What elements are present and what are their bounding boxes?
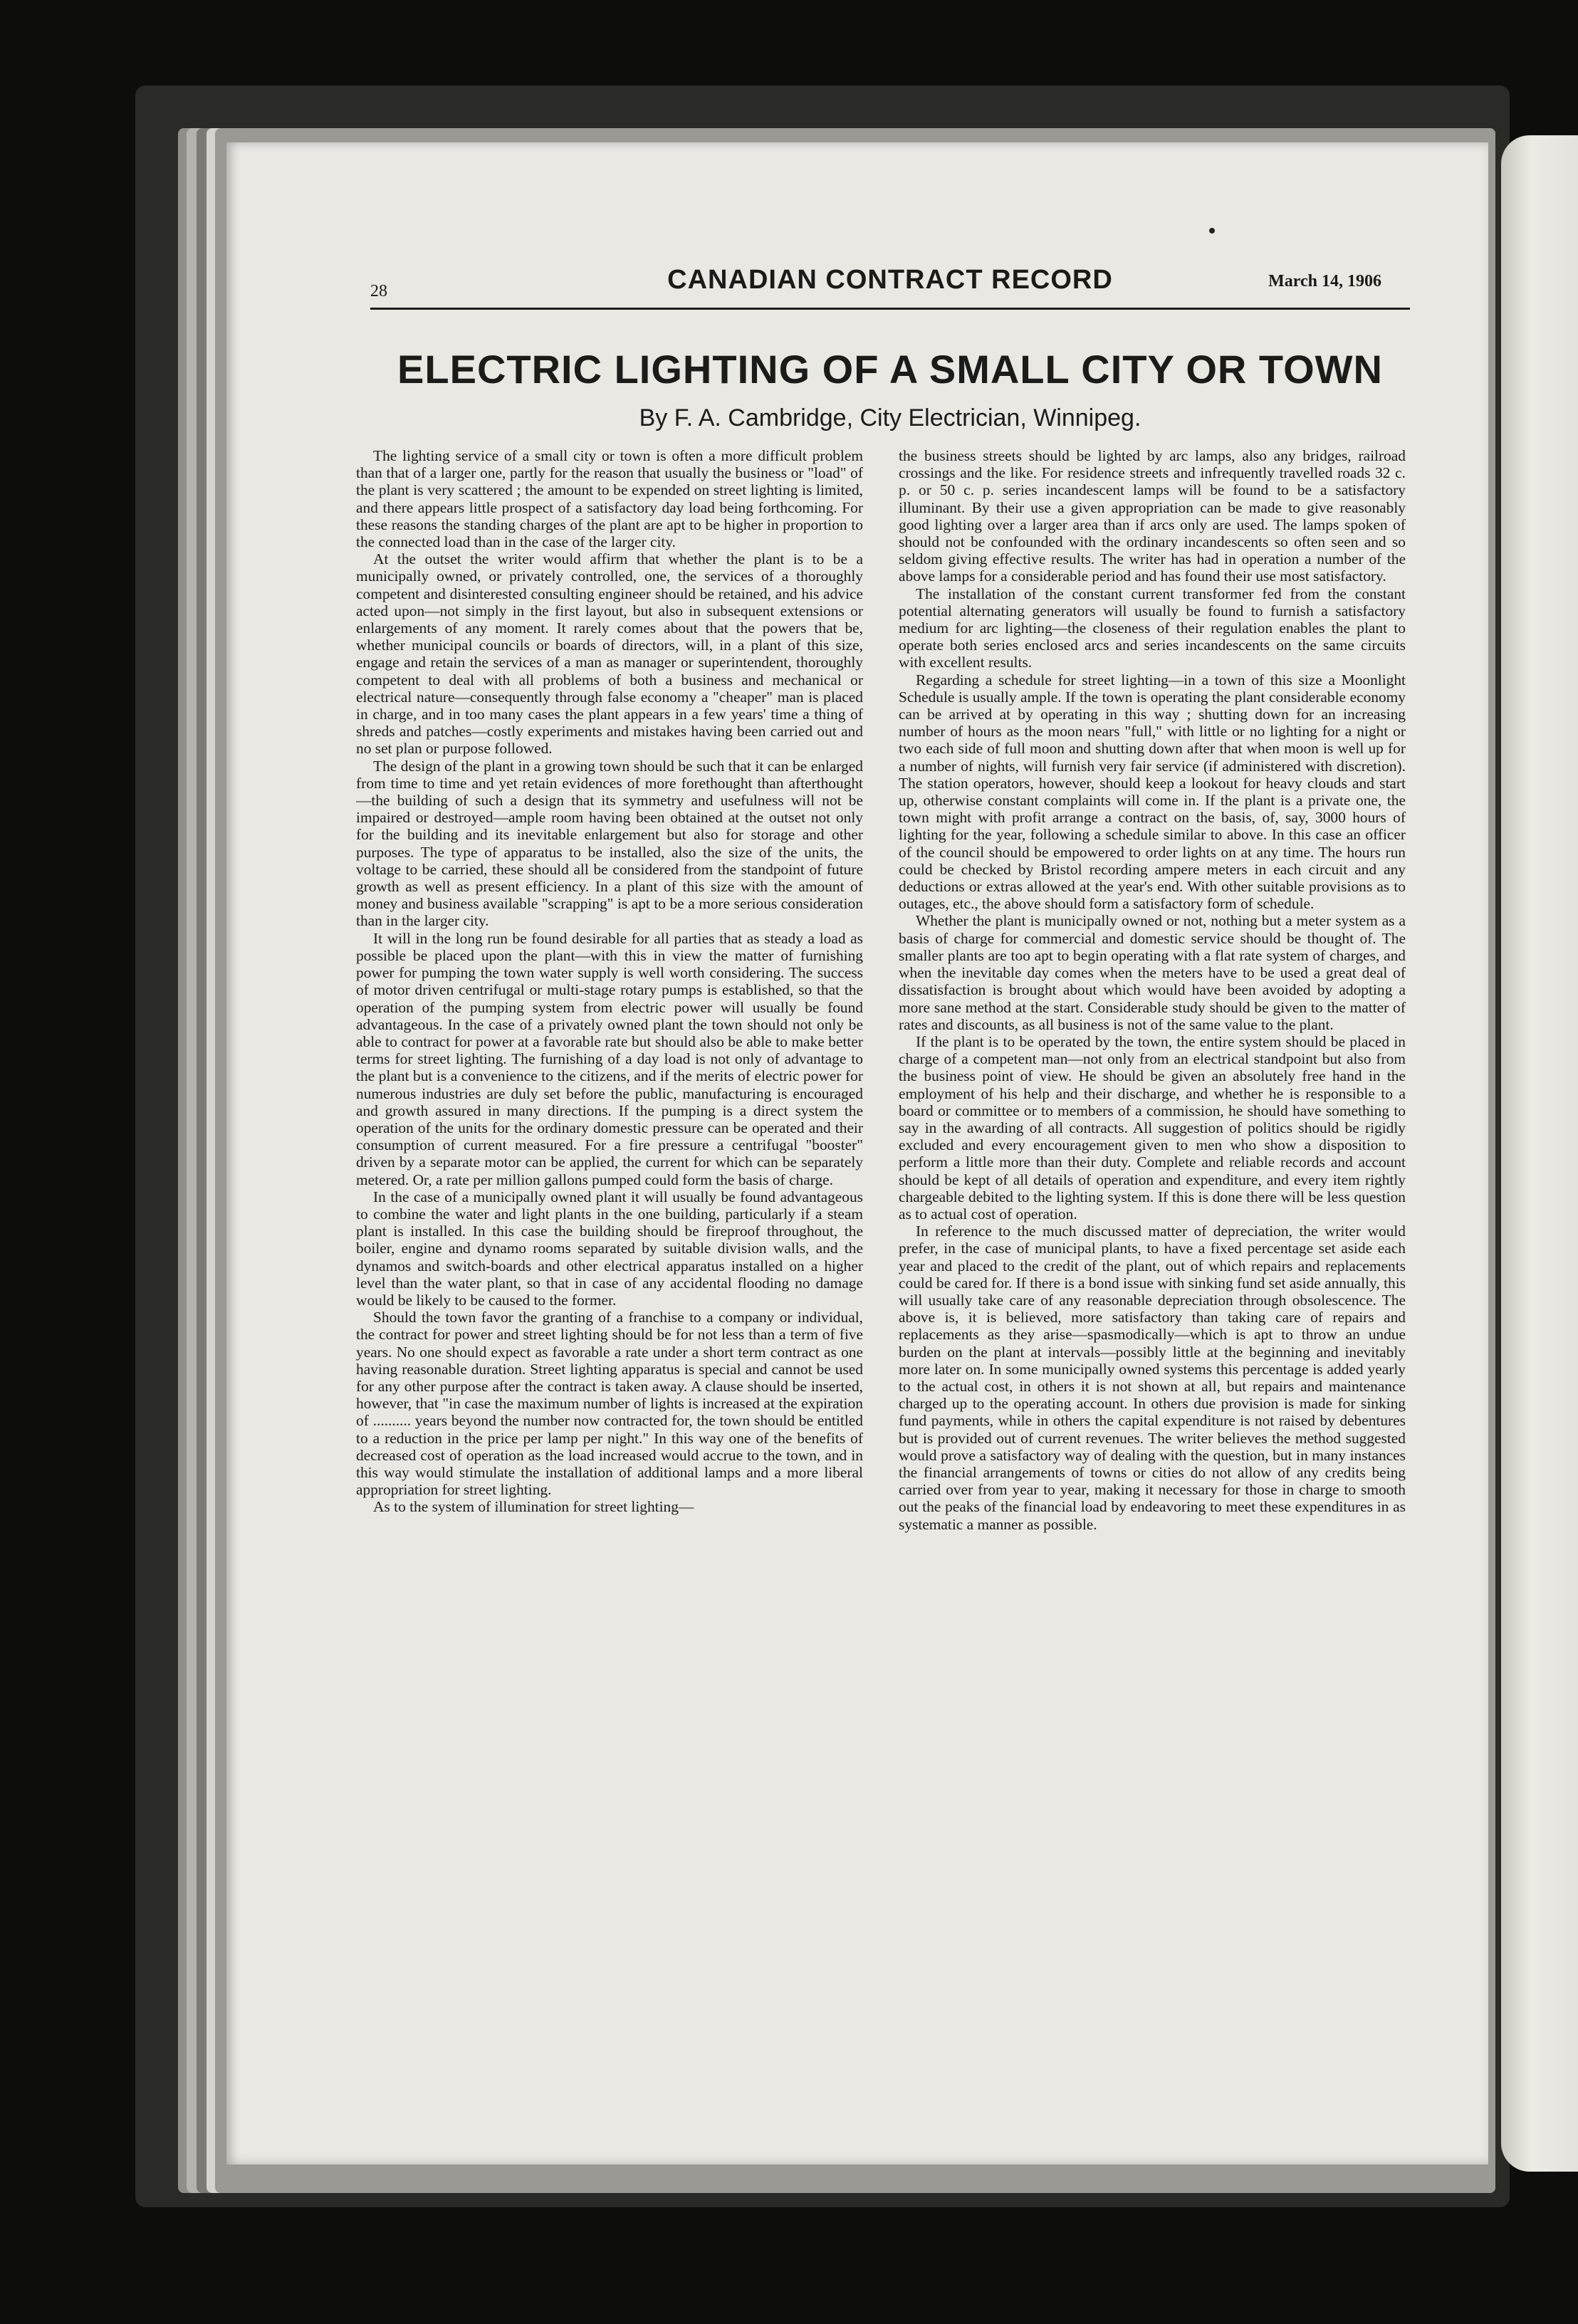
paragraph: As to the system of illumination for street lighting— xyxy=(373,1498,694,1516)
paragraph: At the outset the writer would affirm that whether the plant is to be a municipally owned, or privately controlled, one, the services of a thoroughly competent and disinterested consulting engineer should be retained, and his advice acted upon—not simply in the first layout, but also in subsequent extensions or enlargements of any moment. It rarely comes about that the powers that be, whether municipal councils or boards of directors, will, in a plant of this size, engage and retain the services of a man as manager or superintendent, thoroughly competent to deal with all problems of both a business and mechanical or electrical nature—consequently through false economy a "cheaper" man is placed in charge, and in too many cases the plant appears in a few years' time a thing of shreds and patches—costly experiments and mistakes having been carried out and no set plan or purpose followed. xyxy=(356,550,863,758)
paragraph: Should the town favor the granting of a franchise to a company or individual, the contract for power and street lighting should be for not less than a term of five years. No one should expect as favorable a rate under a short term contract as one having reasonable duration. Street lighting apparatus is special and cannot be used for any other purpose after the contract is taken away. A clause should be inserted, however, that "in case the maximum number of lights is increased at the expiration of .......... years beyond the number now contracted for, the town should be entitled to a reduction in the price per lamp per night." In this way one of the benefits of decreased cost of operation as the load increased would accrue to the town, and in this way would stimulate the installation of additional lamps and a more liberal appropriation for street lighting. xyxy=(356,1309,863,1499)
paragraph: In reference to the much discussed matter of depreciation, the writer would prefer, in the case of municipal plants, to have a fixed percentage set aside each year and placed to the credit of the plant, out of which repairs and replacements could be cared for. If there is a bond issue with sinking fund set aside annually, this will usually take care of any reasonable depreciation through obsolescence. The above is, it is believed, more satisfactory than taking care of repairs and replacements as they arise—spasmodically—which is apt to throw an undue burden on the plant at intervals—possibly little at the beginning and inevitably more later on. In some municipally owned systems this percentage is added yearly to the actual cost, in others it is not shown at all, but repairs and maintenance charged up to the operating account. In others due provision is made for sinking fund payments, while in others the capital expenditure is not raised by debentures but is provided out of current revenues. The writer believes the method suggested would prove a satisfactory way of dealing with the question, but in many instances the financial arrangements of towns or cities do not allow of any credits being carried over from year to year, making it necessary for those in charge to smooth out the peaks of the financial load by endeavoring to meet these expenditures in as systematic a manner as possible. xyxy=(899,1223,1406,1533)
document-page xyxy=(226,142,1488,2165)
paragraph: Whether the plant is municipally owned or not, nothing but a meter system as a basis of charge for commercial and domestic service should be thought of. The smaller plants are too apt to begin operating with a flat rate system of charges, and when the inevitable day comes when the meters have to be used a great deal of dissatisfaction is brought about which would have been avoided by adopting a more sane method at the start. Considerable study should be given to the matter of rates and discounts, as all business is not of the same value to the plant. xyxy=(899,912,1406,1033)
running-header xyxy=(370,262,1410,305)
paragraph: If the plant is to be operated by the town, the entire system should be placed in charge of a competent man—not only from an electrical standpoint but also from the business point of view. He should be given an absolutely free hand in the employment of his help and their discharge, and whether he is responsible to a board or committee or to members of a commission, he should have something to say in the awarding of all contracts. All suggestion of politics should be rigidly excluded and every encouragement given to men who show a disposition to perform a little more than their duty. Complete and reliable records and account should be kept of all details of operation and expenditure, and every item rightly chargeable debited to the lighting system. If this is done there will be less question as to actual cost of operation. xyxy=(899,1032,1406,1223)
ink-speck xyxy=(1209,228,1215,234)
paragraph: Regarding a schedule for street lighting—in a town of this size a Moonlight Schedule is usually ample. If the town is operating the plant considerable economy can be arrived at by operating in this way ; shutting down for an increasing number of hours as the moon nears "full," with little or no lighting for a night or two each side of full moon and shutting down after that when moon is well up for a number of nights, will furnish very fair service (if administered with discretion). The station operators, however, should keep a lookout for heavy clouds and start up, otherwise constant complaints will come in. If the plant is a private one, the town might with profit arrange a contract on the basis, of, say, 3000 hours of lighting for the year, following a schedule similar to above. In this case an officer of the council should be empowered to order lights on at any time. The hours run could be checked by Bristol recording ampere meters in each circuit and any deductions or extras allowed at the year's end. With other suitable provisions as to outages, etc., the above should form a satisfactory form of schedule. xyxy=(899,671,1406,913)
left-column xyxy=(356,447,863,2067)
paragraph: The lighting service of a small city or town is often a more difficult problem than that of a larger one, partly for the reason that usually the business or "load" of the plant is very scattered ; the amount to be expended on street lighting is limited, and there appears little prospect of a satisfactory day load being forthcoming. For these reasons the standing charges of the plant are apt to be higher in proportion to the connected load than in the case of the larger city. xyxy=(356,447,863,551)
issue-date: March 14, 1906 xyxy=(1268,272,1381,290)
page-number: 28 xyxy=(370,282,387,300)
paragraph: It will in the long run be found desirable for all parties that as steady a load as possible be placed upon the plant—with this in view the matter of furnishing power for pumping the town water supply is well worth considering. The success of motor driven centrifugal or multi-stage rotary pumps is established, so that the operation of the pumping system from electric power will usually be found advantageous. In the case of a privately owned plant the town should not only be able to contract for power at a favorable rate but should also be able to make better terms for street lighting. The furnishing of a day load is not only of advantage to the plant but is a convenience to the citizens, and if the merits of electric power for numerous industries are duly set before the public, manufacturing is encouraged and growth assured in many directions. If the pumping is a direct system the operation of the units for the ordinary domestic pressure can be operated and their consumption of current measured. For a fire pressure a centrifugal "booster" driven by a separate motor can be applied, the current for which can be separately metered. Or, a rate per million gallons pumped could form the basis of charge. xyxy=(356,929,863,1188)
right-column xyxy=(899,447,1406,2067)
publication-title: CANADIAN CONTRACT RECORD xyxy=(667,265,1113,295)
article-byline: By F. A. Cambridge, City Electrician, Winnipeg. xyxy=(639,404,1141,431)
paragraph: the business streets should be lighted by arc lamps, also any bridges, railroad crossings and the like. For residence streets and infrequently travelled roads 32 c. p. or 50 c. p. series incandescent lamps will be found to be a satisfactory illuminant. By their use a given appropriation can be made to give reasonably good lighting over a larger area than if arcs only are used. The lamps spoken of should not be confounded with the ordinary incandescents so often seen and so seldom giving effective results. The writer has had in operation a number of the above lamps for a considerable period and has found their use most satisfactory. xyxy=(899,447,1406,585)
paragraph: The design of the plant in a growing town should be such that it can be enlarged from time to time and yet retain evidences of more forethought than afterthought—the building of such a design that its symmetry and usefulness will not be impaired or destroyed—ample room having been obtained at the outset not only for the building and its inevitable enlargement but also for storage and other purposes. The type of apparatus to be installed, also the size of the units, the voltage to be carried, these should all be considered from the standpoint of future growth as well as present efficiency. In a plant of this size with the amount of money and business available "scrapping" is apt to be a more serious consideration than in the larger city. xyxy=(356,757,863,930)
next-page-edge xyxy=(1501,135,1578,2172)
header-rule xyxy=(370,308,1410,310)
paragraph: In the case of a municipally owned plant it will usually be found advantageous to combine the water and light plants in the one building, particularly if a steam plant is installed. In this case the building should be fireproof throughout, the boiler, engine and dynamo rooms separated by suitable division walls, and the dynamos and switch-boards and other electrical apparatus installed on a higher level than the water plant, so that in case of any accidental flooding no damage would be likely to be caused to the former. xyxy=(356,1188,863,1309)
article-title: ELECTRIC LIGHTING OF A SMALL CITY OR TOWN xyxy=(397,347,1383,392)
paragraph: The installation of the constant current transformer fed from the constant potential alternating generators will usually be found to furnish a satisfactory medium for arc lighting—the closeness of their regulation enables the plant to operate both series enclosed arcs and series incandescents on the same circuits with excellent results. xyxy=(899,585,1406,671)
